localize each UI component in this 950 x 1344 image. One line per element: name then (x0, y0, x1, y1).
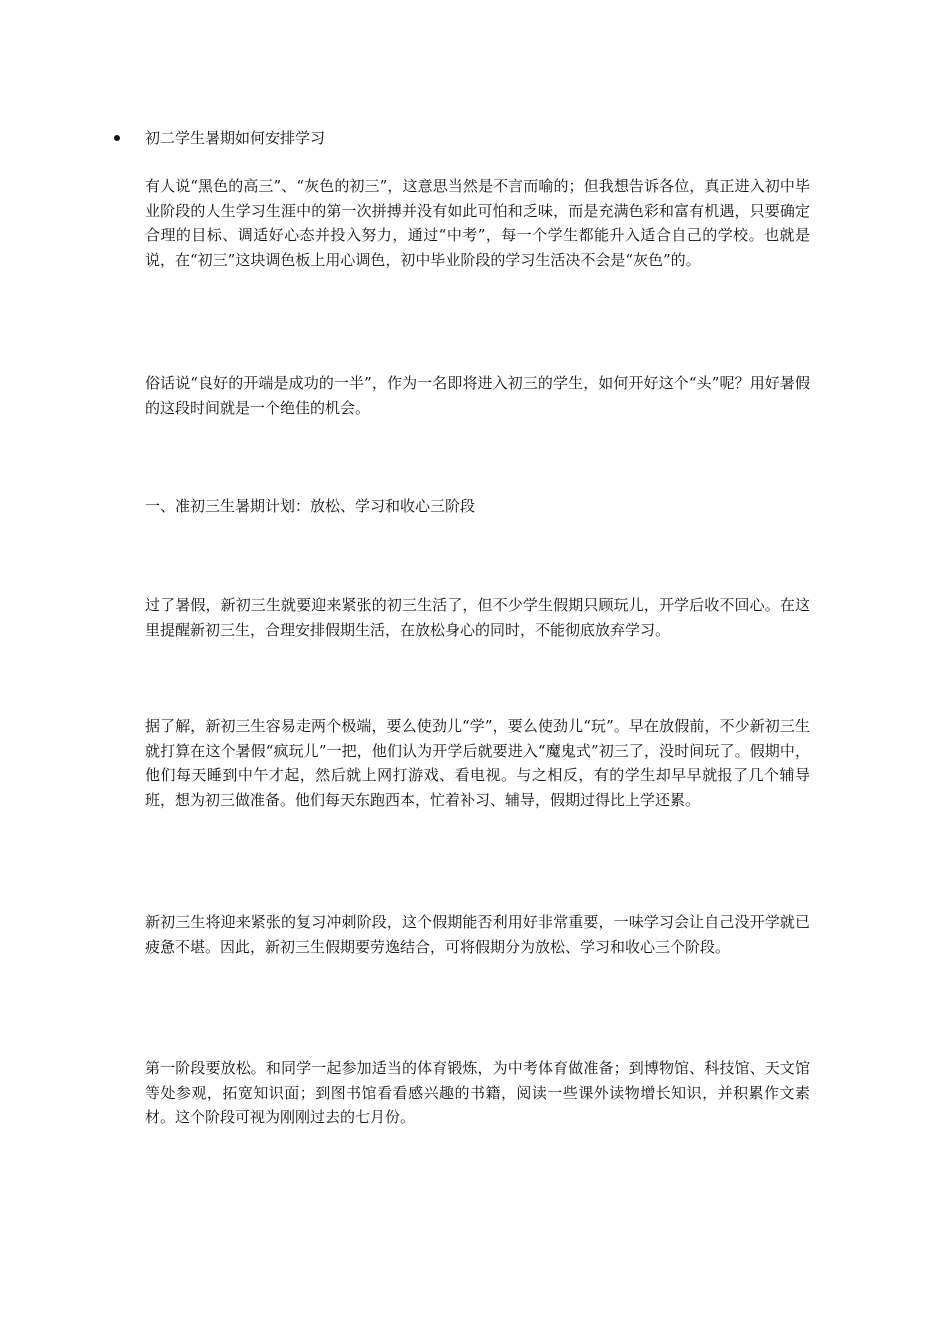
section-heading: 一、准初三生暑期计划：放松、学习和收心三阶段 (145, 497, 476, 515)
paragraph-proverb: 俗话说“良好的开端是成功的一半”，作为一名即将进入初三的学生，如何开好这个“头”呢？用好暑假的这段时间就是一个绝佳的机会。 (145, 374, 810, 417)
paragraph-two-extremes: 据了解，新初三生容易走两个极端，要么使劲儿“学”，要么使劲儿“玩”。早在放假前，不少新初三生就打算在这个暑假“疯玩儿”一把，他们认为开学后就要进入“魔鬼式”初三了，没时间玩了。假期中，他们每天睡到中午才起，然后就上网打游戏、看电视。与之相反，有的学生却早早就报了几个辅导班，想为初三做准备。他们每天东跑西本，忙着补习、辅导，假期过得比上学还累。 (145, 717, 810, 809)
paragraph-stage-one: 第一阶段要放松。和同学一起参加适当的体育锻炼，为中考体育做准备；到博物馆、科技馆、天文馆等处参观，拓宽知识面；到图书馆看看感兴趣的书籍，阅读一些课外读物增长知识，并积累作文素材。这个阶段可视为刚刚过去的七月份。 (145, 1059, 810, 1126)
paragraph-three-stages: 新初三生将迎来紧张的复习冲刺阶段，这个假期能否利用好非常重要，一味学习会让自己没开学就已疲惫不堪。因此，新初三生假期要劳逸结合，可将假期分为放松、学习和收心三个阶段。 (145, 913, 810, 956)
paragraph-intro: 有人说“黑色的高三”、“灰色的初三”，这意思当然是不言而喻的；但我想告诉各位，真正进入初中毕业阶段的人生学习生涯中的第一次拼搏并没有如此可怕和乏味，而是充满色彩和富有机遇，只要确定合理的目标、调适好心态并投入努力，通过“中考”，每一个学生都能升入适合自己的学校。也就是说，在“初三”这块调色板上用心调色，初中毕业阶段的学习生活决不会是“灰色”的。 (145, 177, 810, 269)
bullet-dot-icon (114, 135, 120, 141)
document-title: 初二学生暑期如何安排学习 (145, 129, 326, 147)
bullet-list-item (110, 126, 810, 150)
paragraph-summer-reminder: 过了暑假，新初三生就要迎来紧张的初三生活了，但不少学生假期只顾玩儿，开学后收不回心。在这里提醒新初三生，合理安排假期生活，在放松身心的同时，不能彻底放弃学习。 (145, 596, 810, 639)
